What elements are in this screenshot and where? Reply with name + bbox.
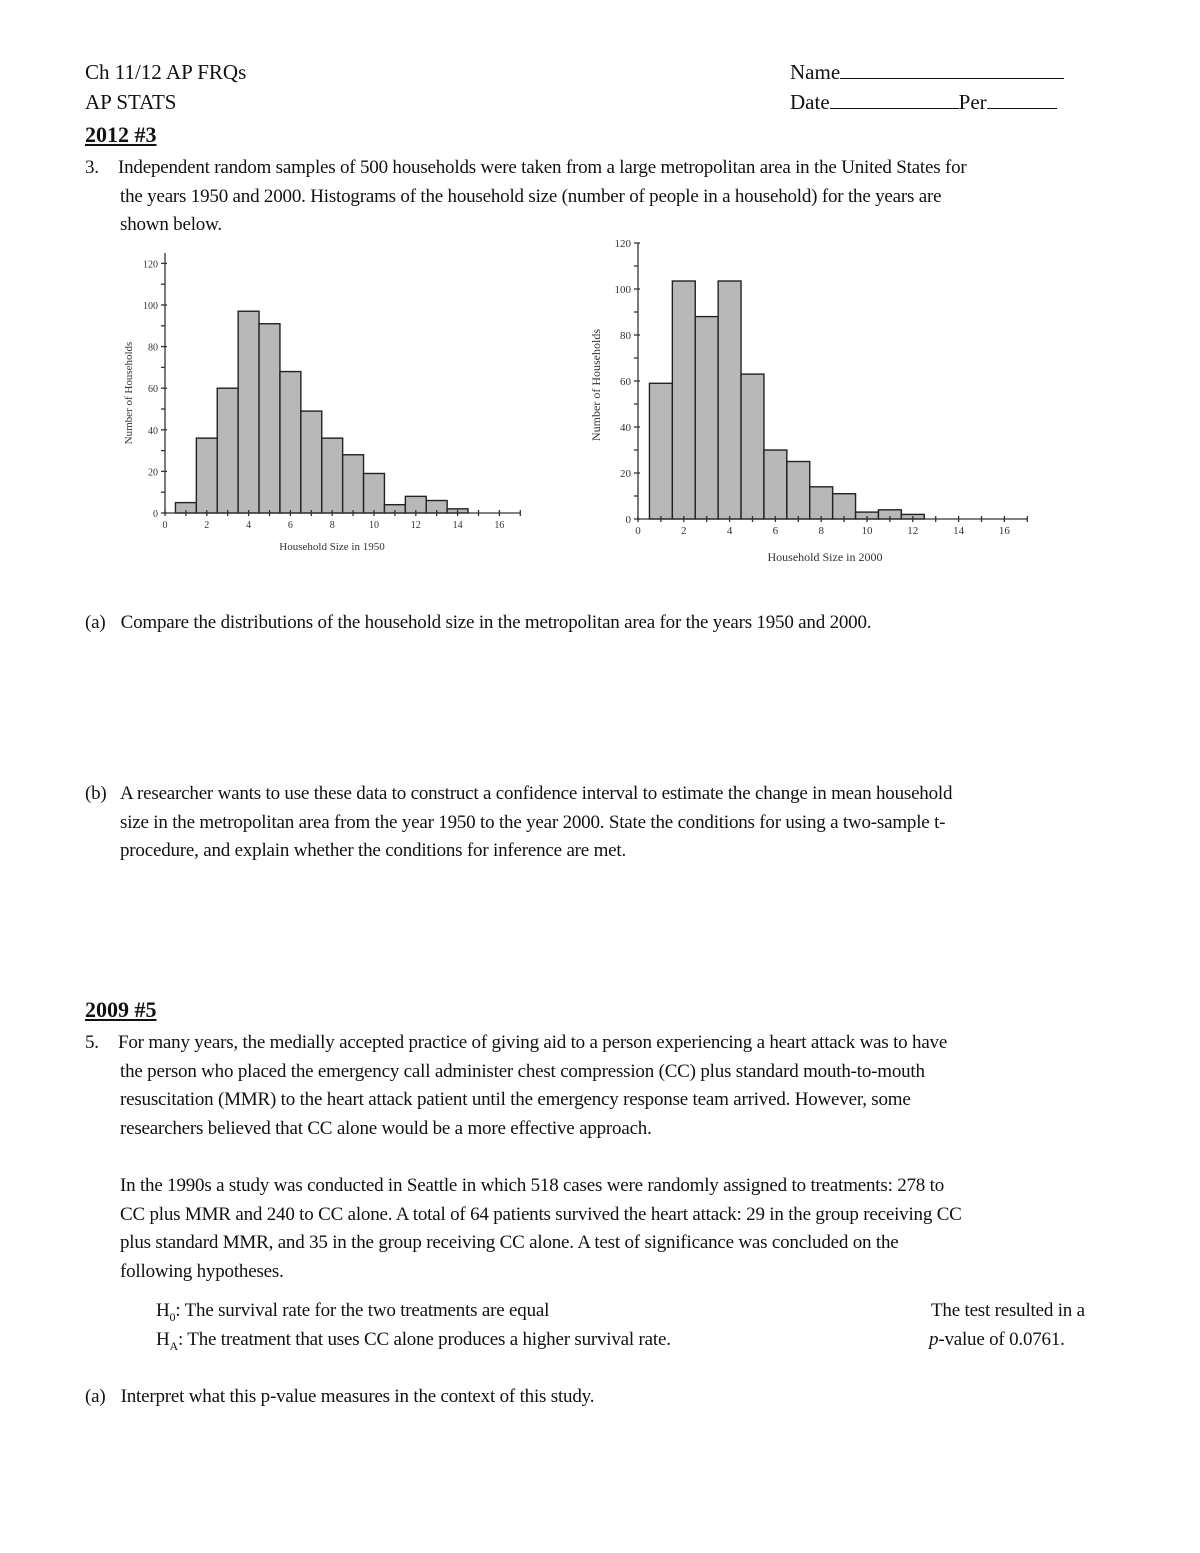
svg-text:120: 120 [614,238,631,250]
h0-symbol: H [156,1300,170,1321]
histogram-bar [322,438,343,513]
svg-text:20: 20 [148,467,158,479]
svg-text:60: 60 [148,384,158,396]
part-label: (a) [85,1386,106,1407]
svg-text:8: 8 [818,525,824,537]
part-text: Compare the distributions of the household size in the metropolitan area for the years 1950 and 2000. [120,612,872,633]
histogram-bar [833,494,856,519]
x-axis-label-1950: Household Size in 1950 [279,541,385,553]
intro-line: Independent random samples of 500 households were taken from a large metropolitan area in the United States for [118,157,967,178]
question-3-intro [85,154,967,240]
part-b-line: A researcher wants to use these data to construct a confidence interval to estimate the change in mean household [120,783,953,804]
histogram-bar [672,281,695,519]
svg-text:2: 2 [204,520,210,531]
histogram-2000-bars [649,281,924,519]
per-label: Per [958,90,987,114]
para-line: For many years, the medially accepted practice of giving aid to a person experiencing a heart attack was to have [118,1032,948,1053]
histogram-bar [301,411,322,513]
svg-text:14: 14 [953,525,965,537]
para-line: researchers believed that CC alone would be a more effective approach. [120,1117,652,1139]
para-line: In the 1990s a study was conducted in Seattle in which 518 cases were randomly assigned to treatments: 278 to [120,1175,945,1196]
course-name: AP STATS [85,90,177,114]
svg-text:0: 0 [635,525,641,537]
question-number: 5. [85,1032,99,1053]
svg-text:6: 6 [287,520,293,531]
y-axis-label-2000: Number of Households [589,329,603,441]
svg-text:40: 40 [148,425,158,437]
part-text: Interpret what this p-value measures in the context of this study. [120,1386,595,1407]
test-result-line2 [929,1329,1065,1351]
question-5-para1 [85,1029,947,1143]
histogram-bar [718,281,741,519]
svg-text:60: 60 [620,376,631,388]
para-line: resuscitation (MMR) to the heart attack patient until the emergency response team arrived. However, some [120,1089,911,1110]
svg-text:16: 16 [998,525,1010,537]
y-axis-label-1950: Number of Households [123,341,135,445]
histogram-bar [280,372,301,513]
histogram-bar [764,450,787,519]
p-value-text: -value of 0.0761. [938,1329,1065,1350]
para-line: the person who placed the emergency call administer chest compression (CC) plus standard mouth-to-mouth [120,1060,925,1082]
histogram-bar [741,374,764,519]
date-blank[interactable] [830,90,959,109]
histogram-bar [196,438,217,513]
histogram-1950-bars [175,311,468,513]
date-label: Date [790,90,830,114]
section-heading-2012-3: 2012 #3 [85,122,157,147]
intro-line: the years 1950 and 2000. Histograms of the household size (number of people in a household) for the years are [120,185,942,207]
name-field[interactable] [790,60,1064,85]
svg-text:4: 4 [246,520,252,531]
histogram-bar [787,462,810,520]
svg-text:12: 12 [410,520,421,531]
h0-subscript: 0 [169,1309,176,1324]
worksheet-title: Ch 11/12 AP FRQs [85,60,247,84]
svg-text:100: 100 [143,301,158,312]
svg-text:2: 2 [681,525,687,537]
svg-text:8: 8 [329,520,335,531]
para-line: following hypotheses. [120,1260,284,1282]
svg-text:80: 80 [148,342,158,354]
per-blank[interactable] [987,90,1057,109]
svg-text:12: 12 [907,525,919,537]
h0-text: : The survival rate for the two treatments are equal [175,1300,550,1321]
intro-line: shown below. [120,214,222,235]
question-3a [85,612,871,634]
svg-text:4: 4 [726,525,733,537]
svg-text:20: 20 [620,468,631,480]
svg-text:16: 16 [494,520,505,531]
test-result-line1: The test resulted in a [931,1300,1085,1321]
section-heading-2009-5: 2009 #5 [85,997,157,1022]
para-line: plus standard MMR, and 35 in the group receiving CC alone. A test of significance was concluded on the [120,1232,899,1253]
date-per-field[interactable] [790,90,1057,115]
name-label: Name [790,60,841,84]
svg-text:10: 10 [369,520,379,531]
part-b-line: size in the metropolitan area from the year 1950 to the year 2000. State the conditions for using a two-sample t- [120,811,946,833]
para-line: CC plus MMR and 240 to CC alone. A total of 64 patients survived the heart attack: 29 in the group receiving CC [120,1203,962,1225]
question-5-para2 [85,1172,962,1286]
svg-text:40: 40 [620,422,631,434]
ha-subscript: A [169,1338,178,1353]
ha-symbol: H [156,1329,170,1350]
svg-text:10: 10 [861,525,873,537]
svg-text:100: 100 [614,284,631,296]
svg-text:0: 0 [153,509,158,520]
histogram-1950 [110,240,540,560]
part-label: (a) [85,612,106,633]
histogram-bar [259,324,280,513]
svg-text:120: 120 [143,259,158,271]
x-axis-label-2000: Household Size in 2000 [767,550,883,564]
histogram-bar [217,388,238,513]
svg-text:0: 0 [625,514,631,526]
svg-text:80: 80 [620,330,631,342]
histogram-bar [238,311,259,513]
null-hypothesis [156,1300,549,1325]
ha-text: : The treatment that uses CC alone produces a higher survival rate. [178,1329,671,1350]
svg-text:14: 14 [452,520,463,531]
p-italic: p [929,1329,939,1350]
svg-text:0: 0 [162,520,168,531]
histogram-bar [364,473,385,513]
histogram-2000 [580,230,1040,570]
histogram-bar [343,455,364,513]
svg-text:6: 6 [772,525,779,537]
part-b-line: procedure, and explain whether the conditions for inference are met. [120,840,627,861]
histogram-bar [810,487,833,519]
histogram-bar [695,317,718,519]
part-label: (b) [85,783,107,804]
name-blank[interactable] [840,60,1064,79]
question-number: 3. [85,157,99,178]
histogram-bar [649,383,672,519]
question-3b [85,780,952,866]
alternative-hypothesis [156,1329,671,1354]
question-5a [85,1386,594,1408]
